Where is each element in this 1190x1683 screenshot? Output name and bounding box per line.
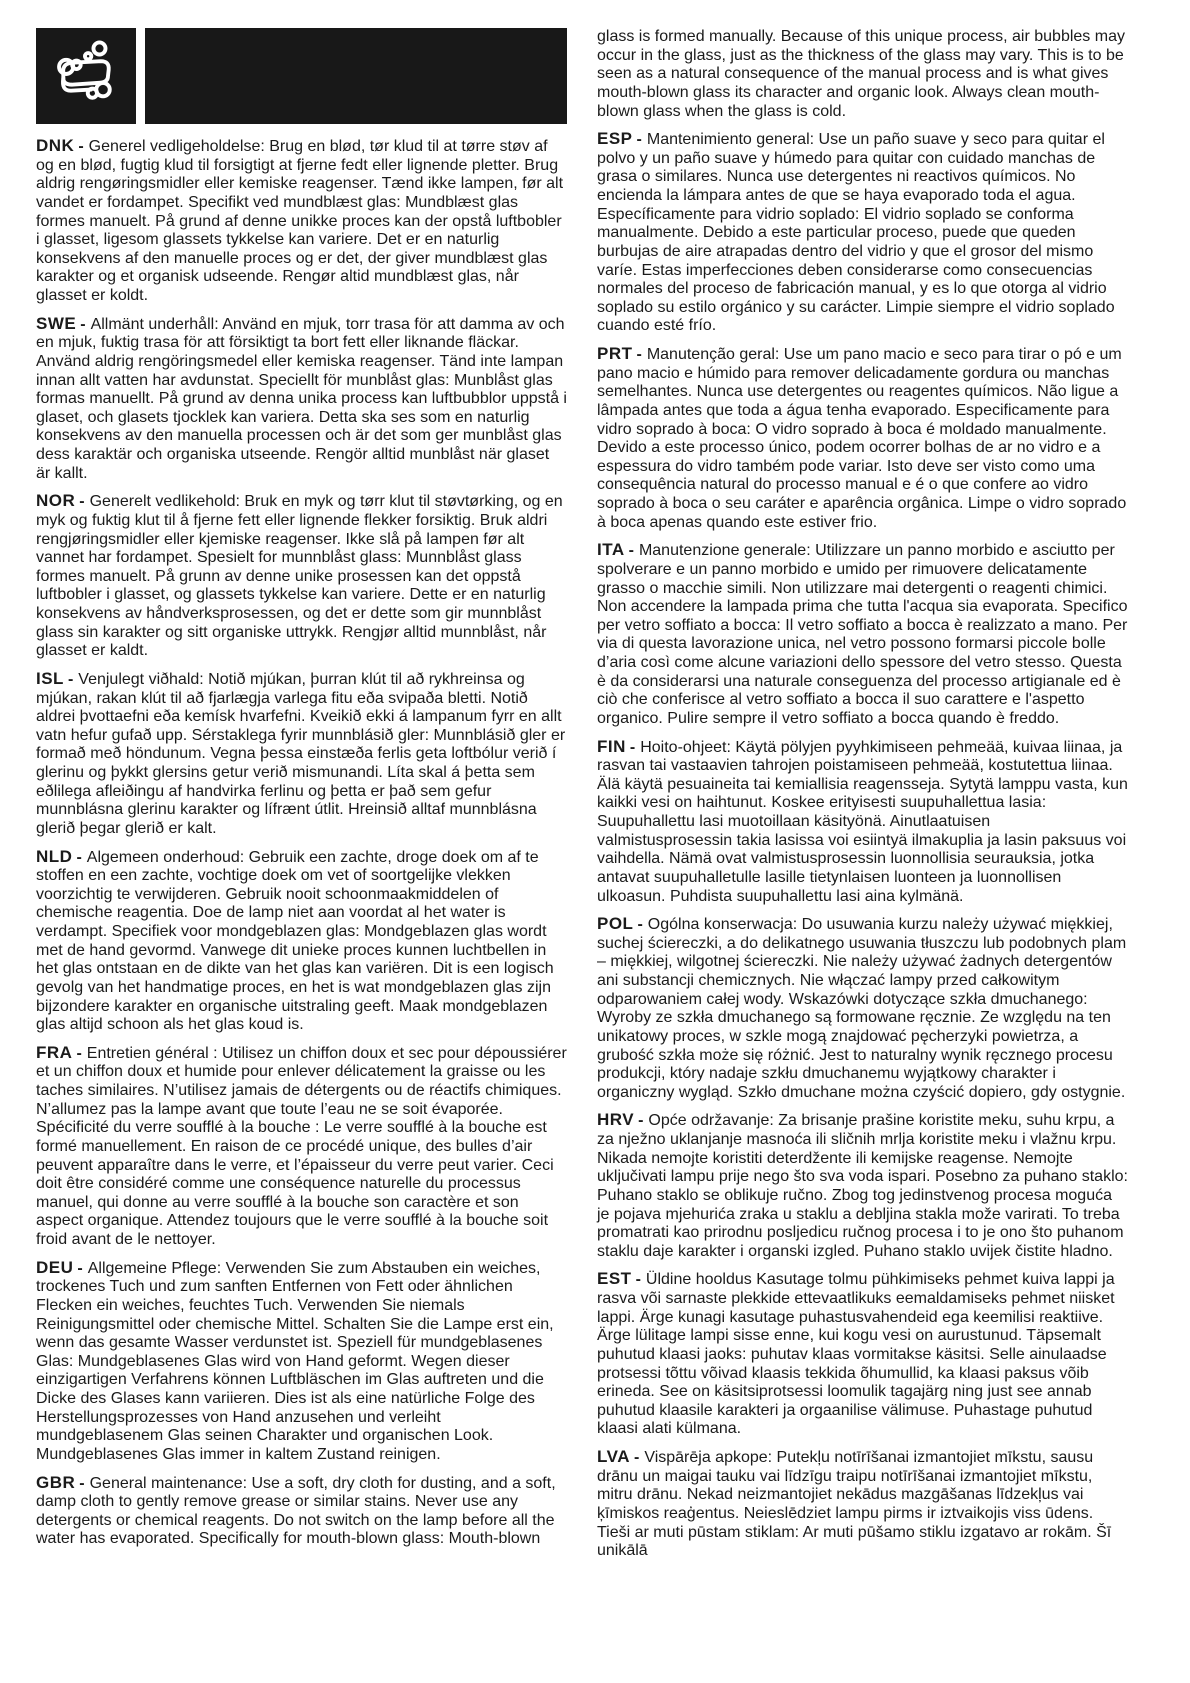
section-text: Entretien général : Utilisez un chiffon doux et sec pour dépoussiérer et un chiffon doux et humide pour enlever délicatement la graisse ou les taches similaires. N’utilisez jamais de détergents ou de réactifs chimiques. N’allumez pas la lampe avant que toute l’eau ne se soit évaporée. Spécificité du verre soufflé à la bouche : Le verre soufflé à la bouche est formé manuellement. En raison de ce procédé unique, des bulles d’air peuvent apparaître dans le verre, et l’épaisseur du verre peut varier. Ceci doit être considéré comme une conséquence naturelle du processus manuel, qui donne au verre soufflé à la bouche son caractère et son aspect organique. Attendez toujours que le verre soufflé à la bouche soit froid avant de le nettoyer. xyxy=(36,1044,567,1248)
right-column xyxy=(597,28,1128,1683)
left-column xyxy=(36,28,567,1683)
language-code-label: POL xyxy=(597,914,634,934)
language-code-label: EST xyxy=(597,1269,632,1289)
label-separator: - xyxy=(76,1044,82,1062)
label-separator: - xyxy=(67,670,74,688)
section-text: Venjulegt viðhald: Notið mjúkan, þurran klút til að rykhreinsa og mjúkan, rakan klút til að fjarlægja varlega fitu eða svipaða bletti. Notið aldrei þvottaefni eða kemísk hvarfefni. Kveikið ekki á lampanum fyrr en allt vatn hefur gufað upp. Sérstaklega fyrir munnblásið gler: Munnblásið gler er formað með höndunum. Vegna þessa einstæða ferlis geta loftbólur verið í glerinu og þykkt glersins getur verið mismunandi. Líta skal á þetta sem eðlilega afleiðingu af handvirka ferlinu og þetta er það sem gefur munnblásna glerinu karakter og lífrænt útlit. Hreinsið alltaf munnblásna glerið þegar glerið er kalt. xyxy=(36,670,566,837)
section-esp xyxy=(597,129,1128,336)
soap-bubbles-icon xyxy=(47,37,125,116)
label-separator: - xyxy=(637,916,643,934)
icon-box xyxy=(36,28,136,124)
section-prt xyxy=(597,344,1128,532)
section-text: Allmänt underhåll: Använd en mjuk, torr trasa för att damma av och en mjuk, fuktig trasa för att försiktigt ta bort fett eller liknande fläckar. Använd aldrig rengöringsmedel eller kemiska reagenser. Tänd inte lampan innan allt vatten har avdunstat. Speciellt för munblåst glas: Munblåst glas formas manuellt. På grund av denna unika process kan luftbubblor uppstå i glaset, och glasets tjocklek kan variera. Detta ska ses som en naturlig konsekvens av den manuella processen och är det som ger munblåst glas dess karaktär och organiska utseende. Rengör alltid munblåst när glaset är kallt. xyxy=(36,315,567,482)
label-separator: - xyxy=(80,315,86,333)
section-text: Ogólna konserwacja: Do usuwania kurzu należy używać miękkiej, suchej ściereczki, a do delikatnego usuwania tłuszczu lub podobnych plam – miękkiej, wilgotnej ściereczki. Nie należy używać żadnych detergentów ani substancji chemicznych. Nie włączać lampy przed całkowitym odparowaniem całej wody. Wskazówki dotyczące szkła dmuchanego: Wyroby ze szkła dmuchanego są formowane ręcznie. Ze względu na ten unikatowy proces, w szkle mogą znajdować pęcherzyki powietrza, a grubość szkła może się różnić. Jest to naturalny wynik ręcznego procesu produkcji, który nadaje szkłu dmuchanemu wyjątkowy charakter i organiczny wygląd. Szkło dmuchane można czyścić dopiero, gdy ostygnie. xyxy=(597,916,1127,1101)
language-code-label: NOR xyxy=(36,491,76,511)
section-swe xyxy=(36,314,567,484)
section-pol xyxy=(597,914,1128,1102)
section-fin xyxy=(597,737,1128,907)
section-text: Vispārēja apkope: Putekļu notīrīšanai izmantojiet mīkstu, sausu drānu un maigai tauku vai līdzīgu traipu notīrīšanai izmantojiet mīkstu, mitru drānu. Nekad neizmantojiet nekādus mazgāšanas līdzekļus vai ķīmiskos reaģentus. Neieslēdziet lampu pirms ir iztvaikojis viss ūdens. Tieši ar muti pūstam stiklam: Ar muti pūšamo stiklu izgatavo ar rokām. Šī unikālā xyxy=(597,1449,1112,1560)
section-nor xyxy=(36,491,567,661)
section-est xyxy=(597,1269,1128,1439)
language-code-label: DEU xyxy=(36,1257,74,1277)
section-lva xyxy=(597,1447,1128,1561)
label-separator: - xyxy=(636,346,642,363)
label-separator: - xyxy=(79,1474,85,1492)
language-code-label: LVA xyxy=(597,1447,630,1466)
label-separator: - xyxy=(636,131,642,149)
label-separator: - xyxy=(76,848,82,866)
language-code-label: HRV xyxy=(597,1110,635,1130)
section-text: Generelt vedlikehold: Bruk en myk og tørr klut til støvtørking, og en myk og fuktig klut til å fjerne fett eller lignende flekker forsiktig. Bruk aldri rengjøringsmidler eller kjemiske reagenser. Ikke slå på lampen før alt vannet har fordampet. Spesielt for munnblåst glass: Munnblåst glass formes manuelt. På grunn av denne unike prosessen kan det oppstå luftbobler i glasset, og glassets tykkelse kan variere. Dette er en naturlig konsekvens av håndverksprosessen, og det er dette som gir munnblåst glass sin karakter og sitt organiske uttrykk. Rengjør alltid munnblåst, når glasset er kaldt. xyxy=(36,493,563,660)
section-fra xyxy=(36,1043,567,1250)
section-text: Manutenção geral: Use um pano macio e seco para tirar o pó e um pano macio e húmido para remover delicadamente gordura ou manchas semelhantes. Nunca use detergentes ou reagentes químicos. Não ligue a lâmpada antes que toda a água tenha evaporado. Especificamente para vidro soprado à boca: O vidro soprado à boca é moldado manualmente. Devido a este processo único, podem ocorrer bolhas de ar no vidro e a espessura do vidro também pode variar. Isto deve ser visto como uma consequência natural do processo manual e é o que confere ao vidro soprado à boca o seu caráter e aparência orgânica. Limpe o vidro soprado à boca apenas quando este estiver frio. xyxy=(597,346,1127,531)
language-code-label: ITA xyxy=(597,540,625,560)
section-ita xyxy=(597,540,1128,728)
section-text: Mantenimiento general: Use un paño suave y seco para quitar el polvo y un paño suave y húmedo para quitar con cuidado manchas de grasa o similares. Nunca use detergentes ni reactivos químicos. No encienda la lámpara antes de que se haya evaporado toda el agua. Específicamente para vidrio soplado: El vidrio soplado se conforma manualmente. Debido a este particular proceso, puede que queden burbujas de aire atrapadas dentro del vidrio y que el grosor del mismo varíe. Estas imperfecciones deben considerarse como consecuencias normales del proceso de fabricación manual, y es lo que otorga al vidrio soplado su estilo orgánico y su carácter. Limpie siempre el vidrio soplado cuando esté frío. xyxy=(597,131,1115,335)
label-separator: - xyxy=(79,493,85,511)
language-code-label: DNK xyxy=(36,136,75,155)
label-separator: - xyxy=(633,1449,640,1466)
section-isl xyxy=(36,669,567,839)
section-text: Hoito-ohjeet: Käytä pölyjen pyyhkimiseen pehmeää, kuivaa liinaa, ja rasvan tai vastaavien tahrojen poistamiseen pehmeää, kostutettua liinaa. Älä käytä pesuaineita tai kemiallisia reagensseja. Sytytä lamppu vasta, kun kaikki vesi on haihtunut. Koskee erityisesti suupuhallettua lasia: Suupuhallettu lasi muotoillaan käsityönä. Ainutlaatuisen valmistusprosessin takia lasissa voi esiintyä ilmakuplia ja lasin paksuus voi vaihdella. Nämä ovat valmistusprosessin luonnollisia seurauksia, jotka antavat suupuhalletulle lasille tietynlaisen luonteen ja luonnollisen ulkoasun. Puhdista suupuhallettu lasi aina kylmänä. xyxy=(597,738,1128,905)
language-code-label: PRT xyxy=(597,344,633,363)
section-gbr-continuation xyxy=(597,28,1128,121)
section-text: Algemeen onderhoud: Gebruik een zachte, droge doek om af te stoffen en een zachte, vochtige doek om vet of soortgelijke vlekken voorzichtig te verwijderen. Gebruik nooit schoonmaakmiddelen of chemische reagentia. Doe de lamp niet aan voordat al het water is verdampt. Specifiek voor mondgeblazen glas: Mondgeblazen glas wordt met de hand gevormd. Vanwege dit unieke proces kunnen luchtbellen in het glas ontstaan en de dikte van het glas kan variëren. Dit is een logisch gevolg van het handmatige proces, en het is wat mondgeblazen glas zijn bijzondere karakter en organische uitstraling geeft. Maak mondgeblazen glas altijd schoon als het glas koud is. xyxy=(36,848,554,1034)
section-text: Generel vedligeholdelse: Brug en blød, tør klud til at tørre støv af og en blød, fugtig klud til forsigtigt at fjerne fedt eller lignende pletter. Brug aldrig rengøringsmidler eller kemiske reagenser. Tænd ikke lampen, før alt vandet er fordampet. Specifikt ved mundblæst glas: Mundblæst glas formes manuelt. På grund af denne unikke proces kan der opstå luftbobler i glasset, ligesom glassets tykkelse kan variere. Det er en naturlig konsekvens af den manuelle proces og er det, der giver mundblæst glas karakter og et organisk udseende. Rengør altid mundblæst glas, når glasset er koldt. xyxy=(36,138,564,304)
language-code-label: ESP xyxy=(597,129,633,149)
section-text: General maintenance: Use a soft, dry cloth for dusting, and a soft, damp cloth to gently remove grease or similar stains. Never use any detergents or chemical reagents. Do not switch on the lamp before all the water has evaporated. Specifically for mouth-blown glass: Mouth-blown xyxy=(36,1474,556,1548)
label-separator: - xyxy=(629,738,636,756)
language-code-label: ISL xyxy=(36,668,64,688)
language-code-label: FRA xyxy=(36,1042,73,1062)
label-separator: - xyxy=(77,1259,83,1277)
section-text: Manutenzione generale: Utilizzare un panno morbido e asciutto per spolverare e un panno morbido e umido per rimuovere delicatamente grasso o macchie simili. Non utilizzare mai detergenti o reagenti chimici. Non accendere la lampada prima che tutta l'acqua sia evaporata. Specifico per vetro soffiato a bocca: Il vetro soffiato a bocca è realizzato a mano. Per via di questa lavorazione unica, nel vetro possono formarsi piccole bolle d’aria così come alcune variazioni dello spessore del vetro stesso. Questa è da considerarsi una naturale conseguenza del processo artigianale ed è ciò che conferisce al vetro soffiato a bocca il suo carattere e l'aspetto organico. Pulire sempre il vetro soffiato a bocca quando è freddo. xyxy=(597,542,1128,727)
label-separator: - xyxy=(638,1112,644,1130)
section-text: Allgemeine Pflege: Verwenden Sie zum Abstauben ein weiches, trockenes Tuch und zum sanften Entfernen von Fett oder ähnlichen Flecken ein weiches, feuchtes Tuch. Verwenden Sie niemals Reinigungsmittel oder chemische Mittel. Schalten Sie die Lampe erst ein, wenn das gesamte Wasser verdunstet ist. Speziell für mundgeblasenes Glas: Mundgeblasenes Glas wird von Hand geformt. Wegen dieser einzigartigen Verfahrens können Luftbläschen im Glas auftreten und die Dicke des Glases kann variieren. Dies ist als eine natürliche Folge des Herstellungsprozesses von Hand anzusehen und verleiht mundgeblasenem Glas seinen Charakter und organischen Look. Mundgeblasenes Glas immer in kaltem Zustand reinigen. xyxy=(36,1259,554,1463)
header-bar xyxy=(145,28,567,124)
section-deu xyxy=(36,1258,567,1465)
header-row xyxy=(36,28,567,124)
section-text: glass is formed manually. Because of this unique process, air bubbles may occur in the glass, just as the thickness of the glass may vary. This is to be seen as a natural consequence of the manual process and is what gives mouth-blown glass its character and organic look. Always clean mouth-blown glass when the glass is cold. xyxy=(597,28,1125,120)
label-separator: - xyxy=(78,138,84,155)
section-nld xyxy=(36,847,567,1035)
section-text: Üldine hooldus Kasutage tolmu pühkimiseks pehmet kuiva lappi ja rasva või sarnaste plekkide ettevaatlikuks eemaldamiseks pehmet niisket lappi. Ärge kunagi kasutage puhastusvahendeid ega keemilisi reaktiive. Ärge lülitage lampi sisse enne, kui kogu vesi on aurustunud. Täpsemalt puhutud klaasi jaoks: puhutav klaas vormitakse käsitsi. Selle ainulaadse protsessi tõttu võivad klaasis tekkida õhumullid, ka klaasi paksus võib erineda. See on käsitsiprotsessi loomulik tagajärg ning just see annab puhutud klaasile karakteri ja orgaanilise välimuse. Puhastage puhutud klaasi alati külmana. xyxy=(597,1271,1115,1438)
section-dnk xyxy=(36,136,567,306)
language-code-label: GBR xyxy=(36,1472,76,1492)
section-text: Opće održavanje: Za brisanje prašine koristite meku, suhu krpu, a za nježno uklanjanje masnoća ili sličnih mrlja koristite meku i vlažnu krpu. Nikada nemojte koristiti deterdžente ili kemijske reagense. Nemojte uključivati lampu prije nego što sva voda ispari. Posebno za puhano staklo: Puhano staklo se oblikuje ručno. Zbog tog jedinstvenog procesa moguća je pojava mjehurića zraka u staklu a debljina stakla može varirati. To treba promatrati kao prirodnu posljedicu ručnog procesa i to je ono što puhanom staklu daje karakter i organski izgled. Puhano staklo uvijek čistite hladno. xyxy=(597,1112,1128,1260)
section-hrv xyxy=(597,1110,1128,1261)
language-code-label: FIN xyxy=(597,736,626,756)
language-code-label: NLD xyxy=(36,846,73,866)
language-code-label: SWE xyxy=(36,313,77,333)
label-separator: - xyxy=(635,1271,641,1289)
label-separator: - xyxy=(628,542,634,560)
section-gbr xyxy=(36,1473,567,1550)
